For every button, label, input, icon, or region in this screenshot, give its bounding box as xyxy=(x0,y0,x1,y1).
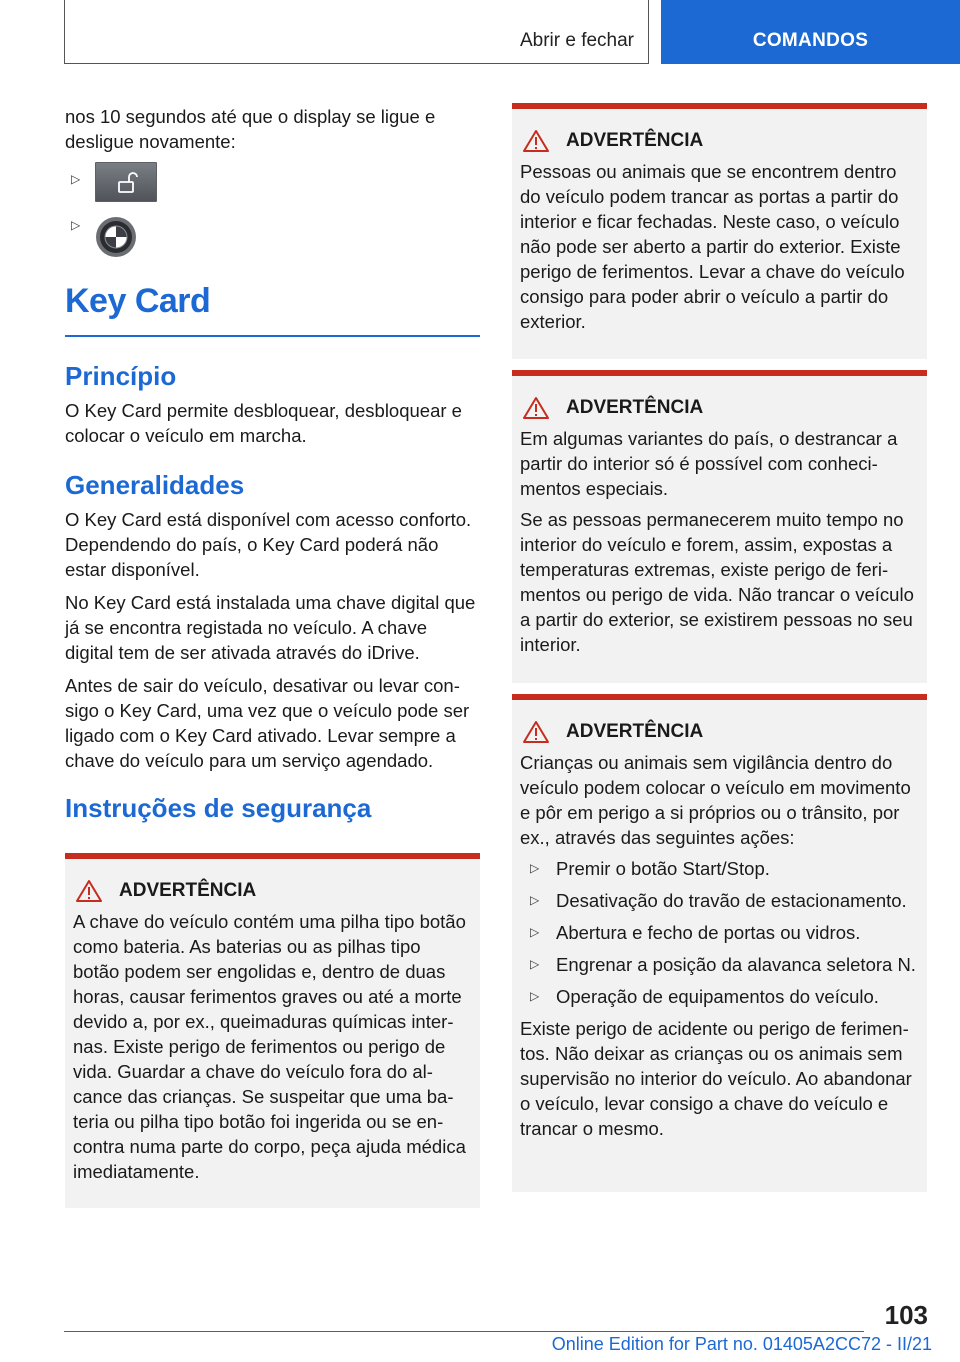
list-item xyxy=(65,162,480,208)
warning-paragraph-1: Em algumas variantes do país, o destrancar a partir do interior só é possível com conhecimentos especiais. xyxy=(520,428,898,499)
warning-triangle-icon xyxy=(75,879,103,903)
title-divider xyxy=(65,335,480,337)
list-item xyxy=(65,216,480,264)
list-item xyxy=(520,920,919,945)
section-title-principio: Princípio xyxy=(65,361,177,391)
bullet-marker: ▷ xyxy=(530,861,540,875)
generalidades-paragraph-3: Antes de sair do veículo, desativar ou levar consigo o Key Card, uma vez que o veículo pode ser ligado com o Key Card ativado. Levar sempre a chave do veículo para um serviço agendado. xyxy=(65,675,470,771)
principio-text: O Key Card permite desbloquear, desbloquear e colocar o veículo em marcha. xyxy=(65,400,462,446)
warning-triangle-icon xyxy=(522,396,550,420)
warning-title: ADVERTÊNCIA xyxy=(119,880,257,901)
generalidades-paragraph-2: No Key Card está instalada uma chave digital que já se encontra registada no veículo. A chave digital tem de ser ativada através do iDrive. xyxy=(65,592,476,663)
warning-box xyxy=(512,370,927,683)
list-item-text: Abertura e fecho de portas ou vidros. xyxy=(556,922,861,943)
list-item xyxy=(520,888,919,913)
warning-triangle-icon xyxy=(522,720,550,744)
generalidades-paragraph-1: O Key Card está disponível com acesso conforto. Dependendo do país, o Key Card poderá não estar disponível. xyxy=(65,509,472,580)
bullet-marker: ▷ xyxy=(530,925,540,939)
warning-paragraph-1: Crianças ou animais sem vigilância dentro do veículo podem colocar o veículo em movimento e pôr em perigo a si próprios ou o trânsito, por ex., através das seguintes ações: xyxy=(520,752,911,848)
list-item-text: Premir o botão Start/Stop. xyxy=(556,858,770,879)
section-title-generalidades: Generalidades xyxy=(65,470,245,500)
warning-triangle-icon xyxy=(522,129,550,153)
bullet-marker: ▷ xyxy=(530,989,540,1003)
warning-title: ADVERTÊNCIA xyxy=(566,721,704,742)
bmw-logo-icon xyxy=(95,216,137,258)
left-column xyxy=(65,104,480,830)
list-item-text: Desativação do travão de estacionamento. xyxy=(556,890,907,911)
header-chapter-label: COMANDOS xyxy=(752,30,869,51)
footer-divider xyxy=(64,1331,864,1332)
list-item xyxy=(520,952,919,977)
list-item-text: Operação de equipamentos do veículo. xyxy=(556,986,879,1007)
bullet-marker: ▷ xyxy=(530,957,540,971)
warning-box xyxy=(65,853,480,1208)
header-section-tab xyxy=(64,0,649,64)
intro-text: nos 10 segundos até que o display se ligue e desligue novamente: xyxy=(65,106,436,152)
warning-paragraph-2: Se as pessoas permanecerem muito tempo no interior do veículo e forem, assim, expostas a temperaturas extremas, existe perigo de ferimentos ou perigo de vida. Não trancar o veículo a partir do exterior, se existirem pessoas no seu interior. xyxy=(520,509,914,655)
warning-box xyxy=(512,103,927,359)
section-title-seguranca: Instruções de segurança xyxy=(65,793,372,823)
bullet-marker: ▷ xyxy=(71,172,81,186)
list-item-text: Engrenar a posição da alavanca seletora N. xyxy=(556,954,916,975)
unlock-button-icon xyxy=(95,162,157,202)
header-section-label: Abrir e fechar xyxy=(519,30,634,51)
warning-paragraph-2: Existe perigo de acidente ou perigo de ferimentos. Não deixar as crianças ou os animais sem supervisão no interior do veículo. Ao abandonar o veículo, levar consigo a chave do veículo e trancar o mesmo. xyxy=(520,1018,912,1139)
page-title: Key Card xyxy=(65,282,211,320)
bullet-marker: ▷ xyxy=(71,218,81,232)
warning-title: ADVERTÊNCIA xyxy=(566,397,704,418)
warning-text: A chave do veículo contém uma pilha tipo botão como bateria. As baterias ou as pilhas tipo botão podem ser engolidas e, dentro de duas horas, causar ferimentos graves ou até a morte devido a, por ex., queimaduras químicas internas. Existe perigo de ferimentos ou perigo de vida. Guardar a chave do veículo fora do alcance das crianças. Se suspeitar que uma bateria ou pilha tipo botão foi ingerida ou se encontra numa parte do corpo, peça ajuda médica imediatamente. xyxy=(73,911,466,1182)
warning-box xyxy=(512,694,927,1192)
footer-edition: Online Edition for Part no. 01405A2CC72 - II/21 xyxy=(551,1334,932,1354)
header-chapter-tab xyxy=(661,0,960,64)
page-number: 103 xyxy=(884,1300,928,1330)
list-item xyxy=(520,984,919,1009)
warning-text: Pessoas ou animais que se encontrem dentro do veículo podem trancar as portas a partir do interior e ficar fechadas. Neste caso, o veículo não pode ser aberto a partir do exterior. Existe perigo de ferimentos. Levar a chave do veículo consigo para poder abrir o veículo a partir do exterior. xyxy=(520,161,905,332)
bullet-marker: ▷ xyxy=(530,893,540,907)
list-item xyxy=(520,856,919,881)
warning-title: ADVERTÊNCIA xyxy=(566,130,704,151)
